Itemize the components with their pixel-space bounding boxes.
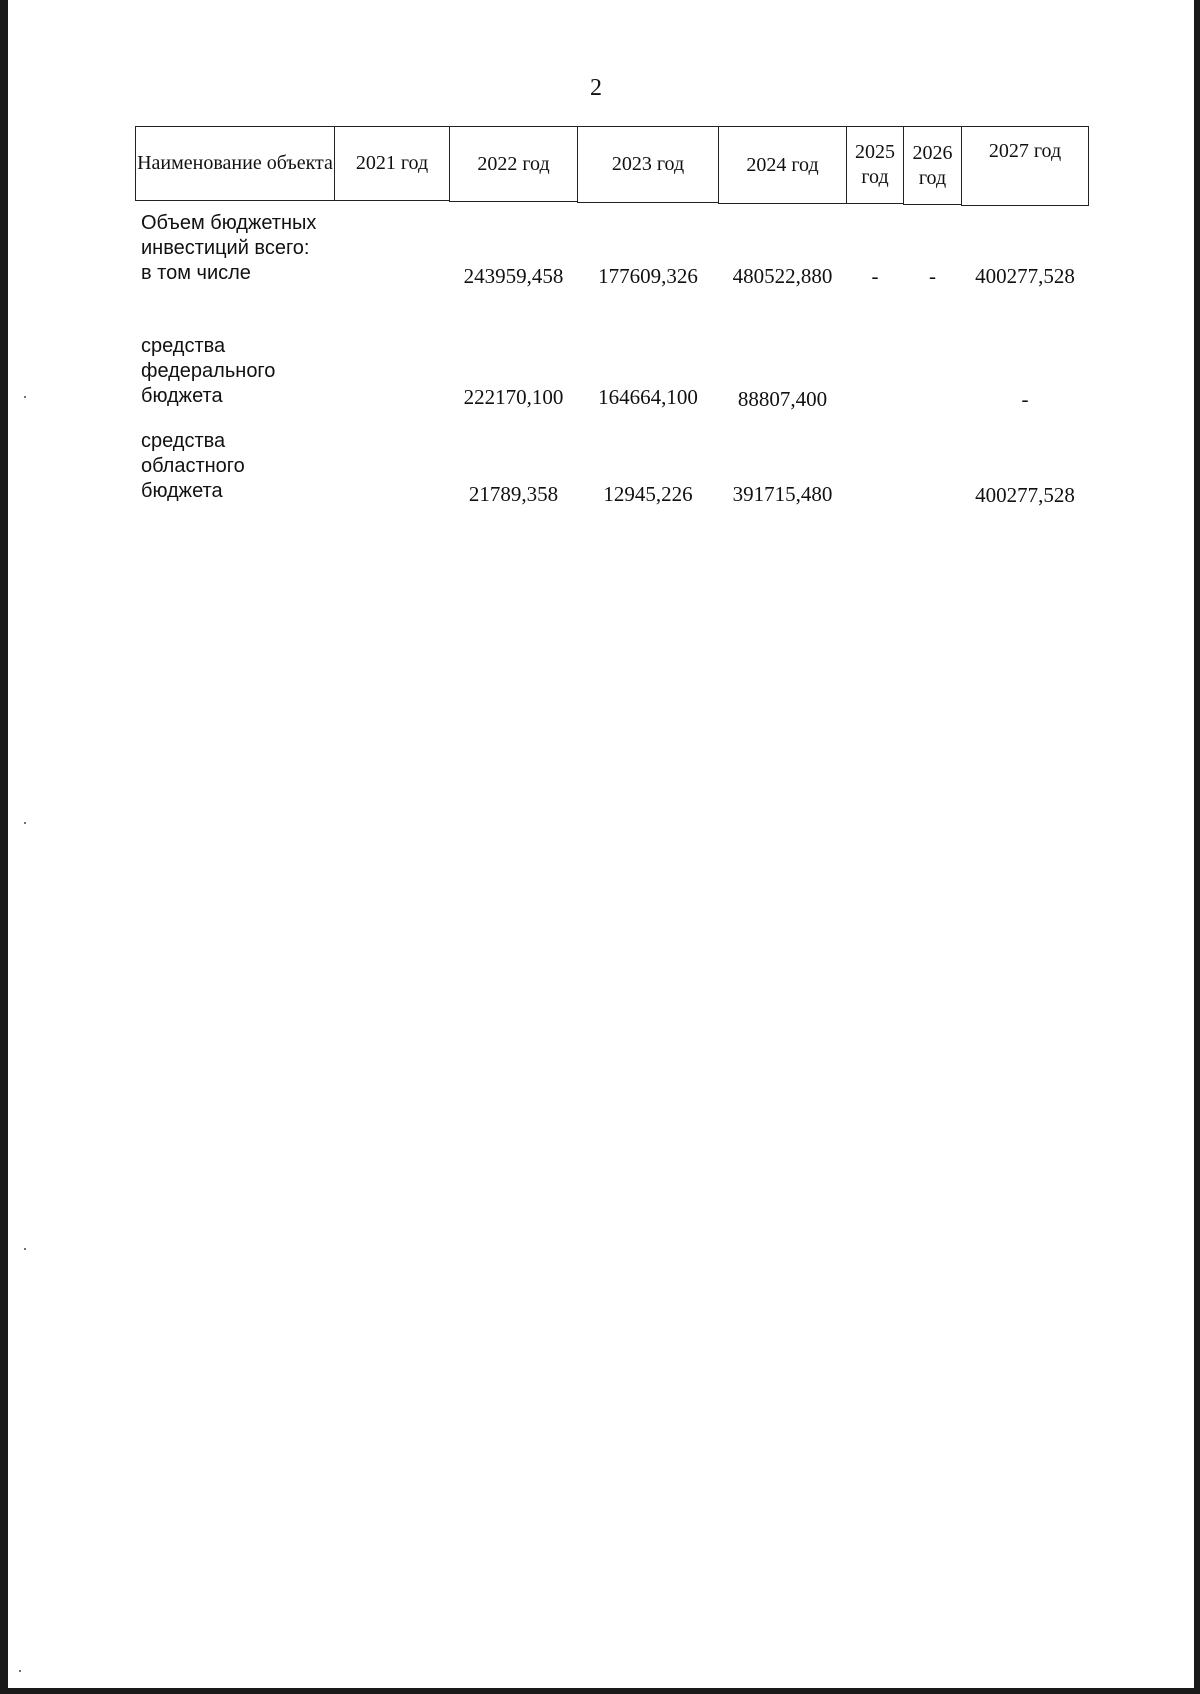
header-cell-2027: 2027 год (961, 126, 1089, 206)
value-regional-2027: 400277,528 (975, 483, 1075, 507)
scan-speck (24, 822, 26, 824)
value-total-2026: - (929, 264, 936, 288)
row-label-federal: средства федерального бюджета (141, 335, 276, 407)
value-regional-2022: 21789,358 (468, 482, 559, 506)
scan-speck (24, 396, 26, 398)
scan-speck (24, 1248, 26, 1250)
value-regional-2024: 391715,480 (732, 482, 833, 506)
header-cell-2024: 2024 год (718, 126, 847, 204)
value-total-2024: 480522,880 (732, 264, 833, 288)
value-regional-2023: 12945,226 (603, 482, 693, 506)
scan-edge-left (0, 0, 8, 1694)
value-total-2025: - (871, 264, 879, 288)
row-label-total: Объем бюджетных инвестиций всего: в том числе (141, 212, 317, 284)
value-federal-2027: - (1021, 387, 1029, 411)
header-cell-2023: 2023 год (577, 126, 719, 203)
value-federal-2022: 222170,100 (463, 385, 564, 409)
header-cell-2021: 2021 год (334, 126, 450, 201)
scan-edge-right (1194, 0, 1200, 1694)
scan-edge-bottom (0, 1688, 1200, 1694)
header-cell-name: Наименование объекта (135, 126, 335, 201)
value-total-2027: 400277,528 (975, 264, 1075, 288)
header-cell-2022: 2022 год (449, 126, 578, 202)
value-federal-2023: 164664,100 (598, 385, 698, 409)
row-label-regional: средства областного бюджета (141, 430, 245, 502)
value-federal-2024: 88807,400 (737, 387, 828, 411)
scan-speck (19, 1670, 21, 1672)
header-cell-2025: 2025 год (846, 126, 904, 204)
value-total-2022: 243959,458 (463, 264, 564, 288)
page-number: 2 (590, 75, 602, 101)
value-total-2023: 177609,326 (598, 264, 698, 288)
header-cell-2026: 2026 год (903, 126, 962, 205)
